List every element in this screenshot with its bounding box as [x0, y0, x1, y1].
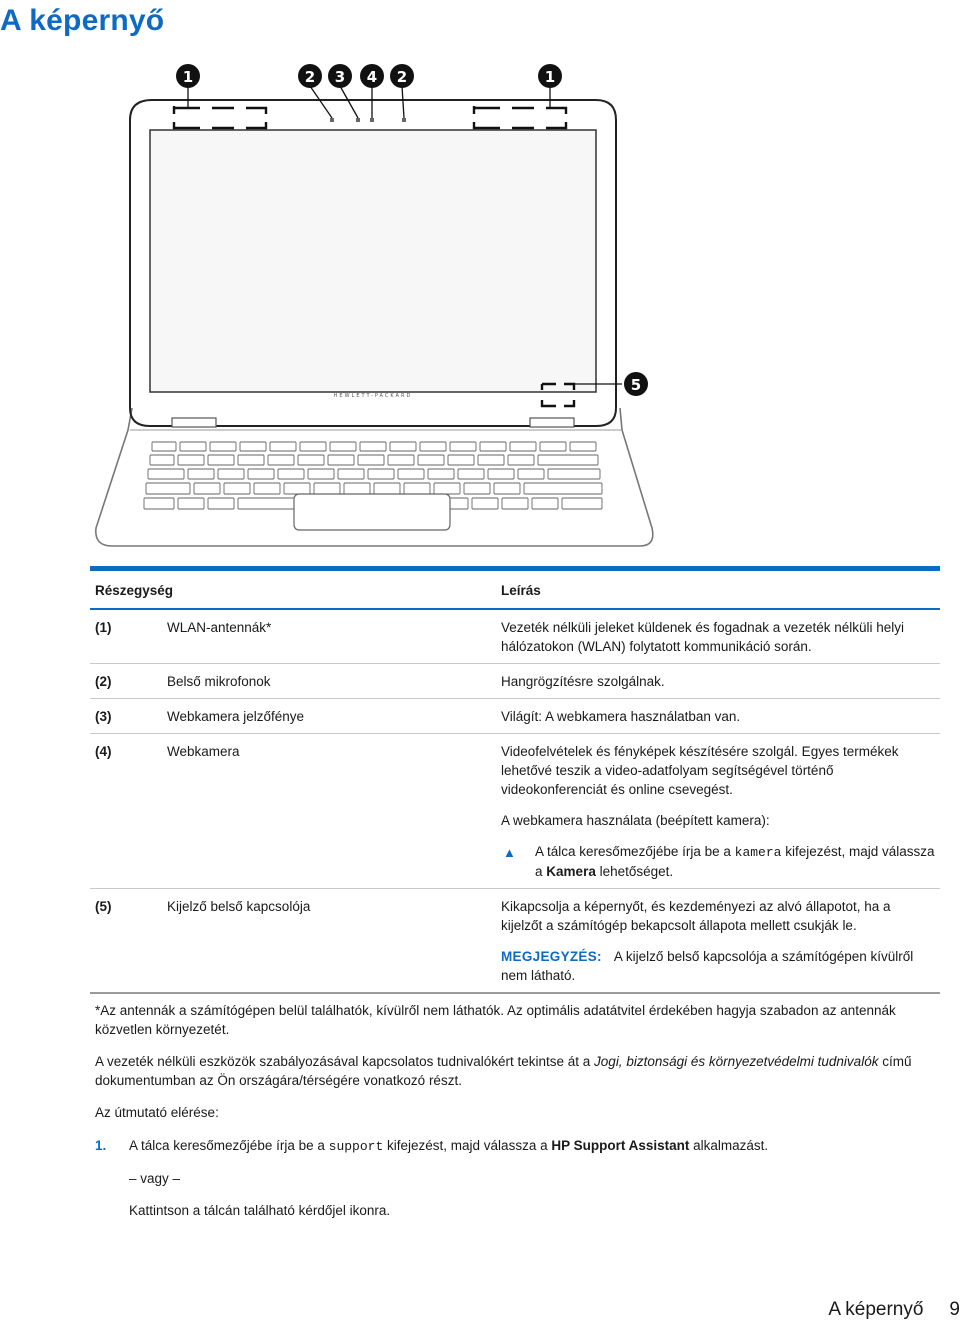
callout-1-left: 1	[182, 68, 194, 86]
row-component: WLAN-antennák*	[162, 609, 496, 664]
alternative-step: Kattintson a tálcán található kérdőjel ikonra.	[129, 1203, 391, 1218]
page-number: 9	[949, 1299, 960, 1320]
regulatory-paragraph: A vezeték nélküli eszközök szabályozásával kapcsolatos tudnivalókért tekintse át a Jogi, biztonsági és környezetvédelmi tudnivalók című dokumentumban az Ön országára/térségére vonatkozó részt.	[95, 1054, 912, 1088]
description-text: Vezeték nélküli jeleket küldenek és fogadnak a vezeték nélküli helyi hálózatokon (WLAN) folytatott kommunikáció során.	[501, 620, 905, 654]
bezel-brand-text: HEWLETT-PACKARD	[333, 393, 413, 399]
components-table	[90, 566, 940, 994]
header-description: Leírás	[496, 569, 940, 610]
row-number: (3)	[90, 699, 162, 734]
app-name: HP Support Assistant	[551, 1138, 690, 1153]
note-label: MEGJEGYZÉS:	[501, 949, 602, 964]
callout-5: 5	[630, 376, 642, 394]
header-component: Részegység	[90, 569, 496, 610]
webcam-usage-intro: A webkamera használata (beépített kamera):	[501, 813, 770, 828]
callout-2-left: 2	[304, 68, 316, 86]
note	[501, 947, 935, 985]
table-row	[90, 609, 940, 664]
table-header-row	[90, 569, 940, 610]
row-description	[496, 889, 940, 994]
laptop-display-figure	[90, 58, 670, 558]
code-keyword: kamera	[734, 845, 782, 860]
row-number: (5)	[90, 889, 162, 994]
row-component: Webkamera jelzőfénye	[162, 699, 496, 734]
document-title: Jogi, biztonsági és környezetvédelmi tudnivalók	[594, 1054, 879, 1069]
step-number: 1.	[95, 1138, 107, 1153]
row-number: (2)	[90, 664, 162, 699]
row-number: (1)	[90, 609, 162, 664]
row-description	[496, 699, 940, 734]
row-component: Webkamera	[162, 734, 496, 889]
or-separator: – vagy –	[129, 1171, 181, 1186]
description-text: Videofelvételek és fényképek készítésére szolgál. Egyes termékek lehetővé teszik a video-adatfolyam segítségével történő videokonferenciát és online csevegést.	[501, 744, 899, 797]
table-row	[90, 889, 940, 994]
display-screen	[150, 130, 596, 392]
callout-2-right: 2	[396, 68, 408, 86]
guide-step-1: 1. A tálca keresőmezőjébe írja be a support kifejezést, majd válassza a HP Support Assistant alkalmazást.	[95, 1138, 769, 1154]
callout-3: 3	[334, 68, 346, 86]
triangle-bullet-icon: ▲	[503, 845, 516, 860]
description-text: Világít: A webkamera használatban van.	[501, 709, 741, 724]
row-description	[496, 734, 940, 889]
row-description	[496, 609, 940, 664]
page-footer	[828, 1298, 960, 1322]
page-title: A képernyő	[0, 4, 165, 37]
touchpad	[294, 494, 450, 530]
table-row	[90, 664, 940, 699]
callout-1-right: 1	[544, 68, 556, 86]
table-row	[90, 734, 940, 889]
footer-section-title: A képernyő	[828, 1299, 924, 1320]
callout-4: 4	[366, 68, 378, 86]
code-keyword: support	[328, 1139, 384, 1154]
description-text: Hangrögzítésre szolgálnak.	[501, 674, 665, 689]
webcam-usage-step: ▲ A tálca keresőmezőjébe írja be a kamera kifejezést, majd válassza a Kamera lehetőséget.	[503, 844, 935, 879]
table-row	[90, 699, 940, 734]
antenna-footnote: *Az antennák a számítógépen belül találhatók, kívülről nem láthatók. Az optimális adatátvitel érdekében hagyja szabadon az antennák közvetlen környezetét.	[95, 1003, 896, 1037]
row-component: Belső mikrofonok	[162, 664, 496, 699]
row-component: Kijelző belső kapcsolója	[162, 889, 496, 994]
description-text: Kikapcsolja a képernyőt, és kezdeményezi az alvó állapotot, ha a kijelzőt a számítógép bekapcsolt állapota mellett csukják le.	[501, 899, 891, 933]
app-name: Kamera	[546, 864, 596, 879]
guide-intro: Az útmutató elérése:	[95, 1105, 219, 1120]
row-number: (4)	[90, 734, 162, 889]
note-text: A kijelző belső kapcsolója a számítógépen kívülről nem látható.	[501, 949, 914, 983]
row-description	[496, 664, 940, 699]
